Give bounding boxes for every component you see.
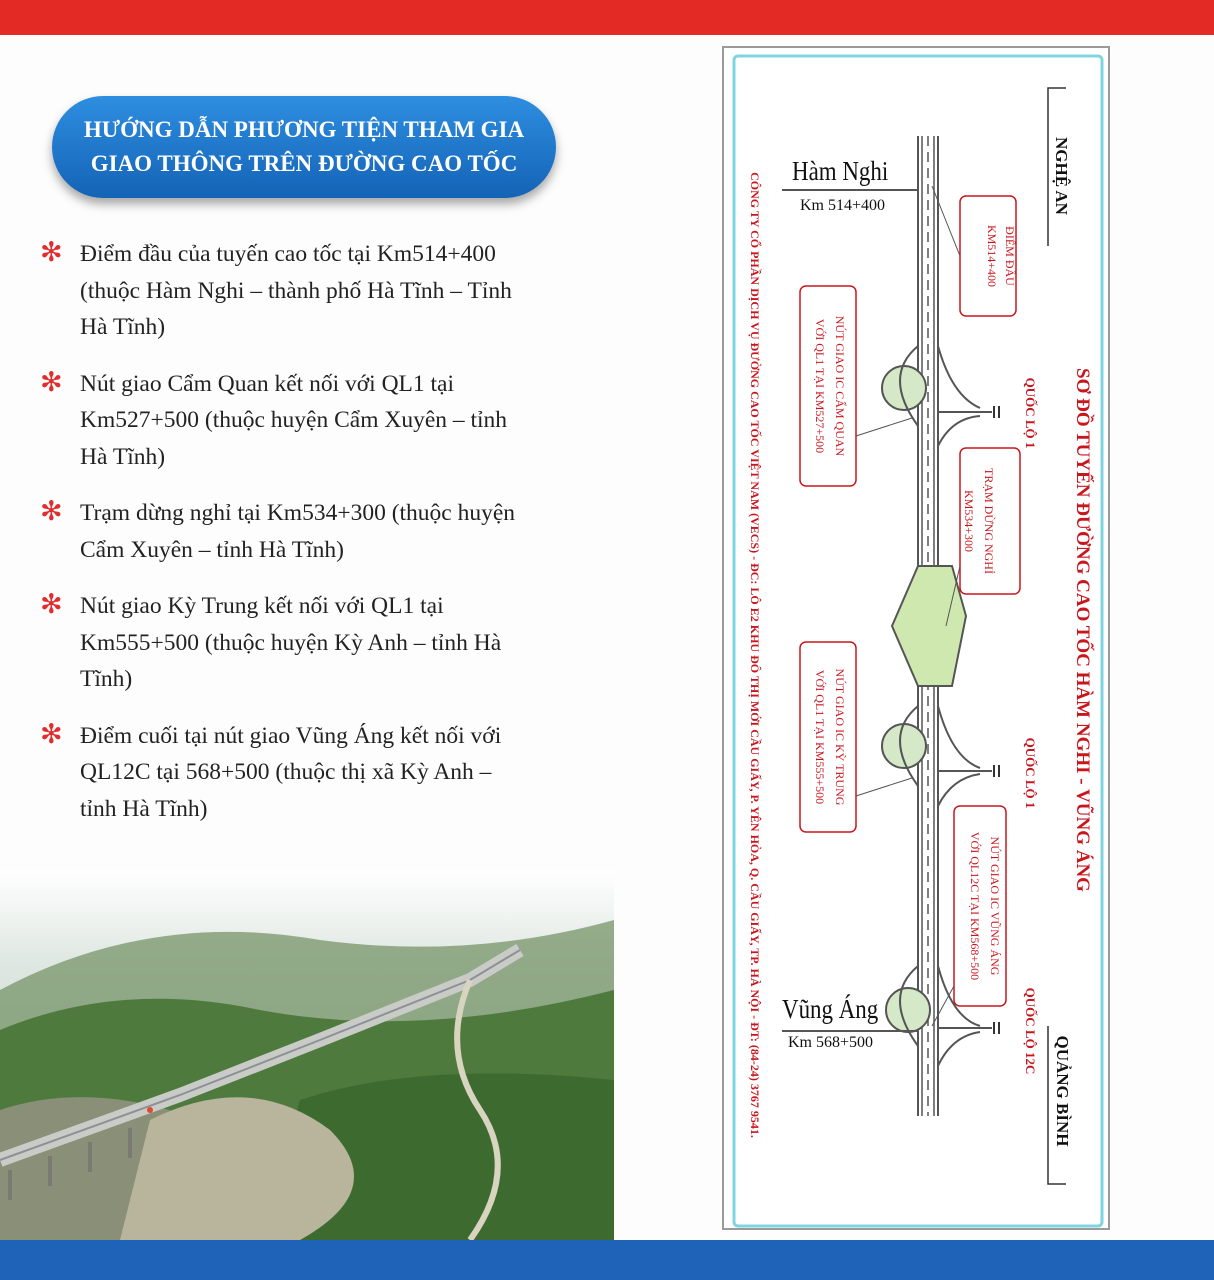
aerial-highway-photo — [0, 870, 614, 1240]
callout-ky-trung-line-2: VỚI QL1 TẠI KM555+500 — [813, 669, 827, 805]
bullet-list — [40, 236, 580, 827]
list-item-line: Trạm dừng nghỉ tại Km534+300 (thuộc huyện — [80, 500, 516, 526]
north-label: NGHỆ AN — [1052, 137, 1071, 215]
list-item-line: Km555+500 (thuộc huyện Kỳ Anh – tỉnh Hà — [80, 629, 502, 656]
list-item — [40, 588, 580, 698]
callout-cam-quan-line-1: NÚT GIAO IC CẨM QUAN — [833, 315, 847, 457]
road-label-ql1-a: QUỐC LỘ 1 — [1023, 377, 1038, 449]
heading-banner — [52, 96, 556, 198]
list-item-line: Tĩnh) — [80, 666, 133, 692]
callout-vung-ang-line-1: NÚT GIAO IC VŨNG ÁNG — [988, 836, 1002, 976]
list-item — [40, 366, 580, 476]
end-place-label: Vũng Áng — [782, 994, 879, 1024]
south-label: QUẢNG BÌNH — [1053, 1035, 1072, 1147]
list-item-line: tỉnh Hà Tĩnh) — [80, 795, 208, 822]
heading-line-1: HƯỚNG DẪN PHƯƠNG TIỆN THAM GIA — [83, 117, 525, 142]
callout-start-line-2: KM514+400 — [985, 224, 999, 288]
star-icon: ✻ — [40, 496, 63, 526]
star-icon: ✻ — [40, 237, 63, 267]
list-item-line: Điểm đầu của tuyến cao tốc tại Km514+400 — [80, 241, 496, 267]
start-place-label: Hàm Nghi — [792, 156, 889, 186]
list-item-line: Nút giao Kỳ Trung kết nối với QL1 tại — [80, 593, 444, 619]
callout-ky-trung-line-1: NÚT GIAO IC KỲ TRUNG — [833, 668, 847, 806]
heading-line-2: GIAO THÔNG TRÊN ĐƯỜNG CAO TỐC — [90, 151, 518, 176]
start-km-label: Km 514+400 — [800, 197, 886, 214]
star-icon: ✻ — [40, 589, 63, 619]
bottom-blue-band — [0, 1240, 1214, 1280]
star-icon: ✻ — [40, 366, 63, 397]
top-red-band — [0, 0, 1214, 35]
list-item-line: Nút giao Cẩm Quan kết nối với QL1 tại — [80, 370, 455, 397]
callout-start-line-1: ĐIỂM ĐẦU — [1003, 226, 1017, 286]
callout-cam-quan-line-2: VỚI QL1 TẠI KM527+500 — [813, 318, 827, 454]
list-item-line: Hà Tĩnh) — [80, 314, 166, 340]
road-label-ql1-b: QUỐC LỘ 1 — [1023, 737, 1038, 809]
callout-rest-line-1: TRẠM DỪNG NGHỈ — [982, 468, 996, 574]
list-item-line: Km527+500 (thuộc huyện Cẩm Xuyên – tỉnh — [80, 407, 508, 433]
list-item-line: Cẩm Xuyên – tỉnh Hà Tĩnh) — [80, 536, 344, 563]
company-info: CÔNG TY CỔ PHẦN DỊCH VỤ ĐƯỜNG CAO TỐC VIỆT NAM (VECS) - ĐC: LÔ E2 KHU ĐÔ THỊ MỚI CẦU GIẤY, P. YÊN HÒA, Q. CẦU GIẤY, TP. HÀ NỘI - ĐT: (84-24) 3767 9541. — [748, 172, 762, 1138]
callout-rest-line-2: KM534+300 — [962, 489, 976, 553]
list-item — [40, 495, 580, 568]
road-label-ql12c: QUỐC LỘ 12C — [1023, 987, 1038, 1075]
list-item-line: Hà Tĩnh) — [80, 443, 166, 470]
callout-vung-ang-line-2: VỚI QL12C TẠI KM568+500 — [968, 831, 982, 981]
list-item — [40, 718, 580, 828]
end-km-label: Km 568+500 — [788, 1034, 874, 1051]
star-icon: ✻ — [40, 718, 63, 749]
list-item — [40, 236, 580, 346]
list-item-line: (thuộc Hàm Nghi – thành phố Hà Tĩnh – Tỉnh — [80, 277, 512, 304]
list-item-line: QL12C tại 568+500 (thuộc thị xã Kỳ Anh – — [80, 759, 492, 785]
list-item-line: Điểm cuối tại nút giao Vũng Áng kết nối với — [80, 722, 502, 749]
diagram-title: SƠ ĐỒ TUYẾN ĐƯỜNG CAO TỐC HÀM NGHI - VŨNG ÁNG — [1072, 368, 1093, 892]
